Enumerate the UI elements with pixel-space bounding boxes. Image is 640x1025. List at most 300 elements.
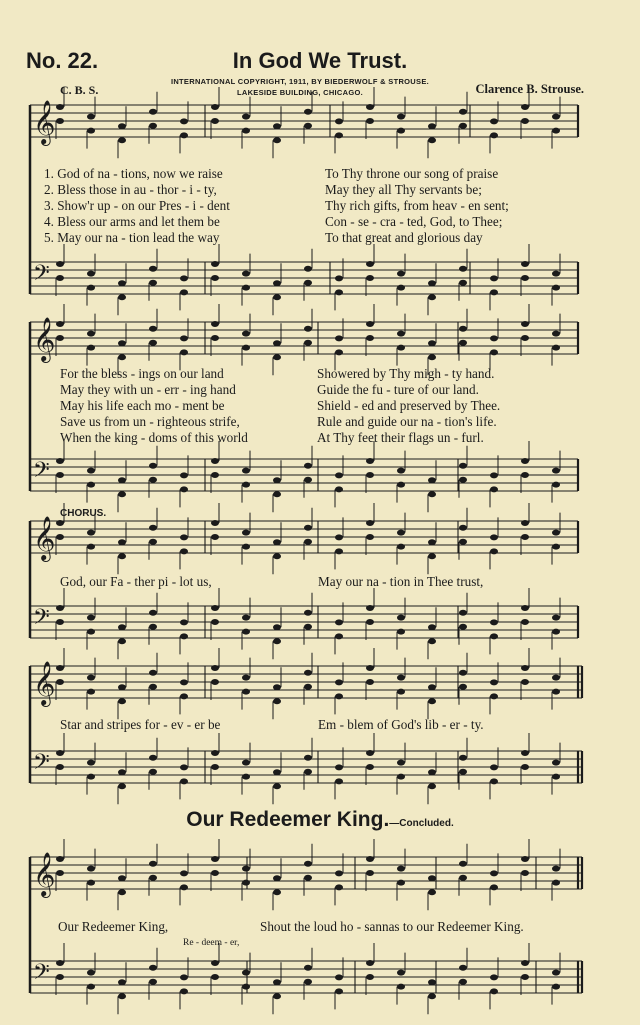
- note-head: [335, 548, 343, 554]
- note-head: [366, 665, 374, 671]
- note-head: [56, 856, 64, 862]
- note-head: [428, 477, 436, 483]
- note-head: [304, 326, 312, 332]
- note-head: [490, 275, 498, 281]
- note-head: [366, 321, 374, 327]
- verse-line: Save us from un - righteous strife,: [60, 414, 240, 429]
- note-head: [366, 275, 374, 281]
- note-head: [366, 458, 374, 464]
- note-head: [211, 960, 219, 966]
- note-head: [242, 128, 250, 134]
- note-head: [397, 530, 405, 536]
- note-head: [242, 331, 250, 337]
- second-hymn-lyric: Our Redeemer King,: [58, 919, 169, 934]
- note-head: [397, 760, 405, 766]
- note-head: [211, 605, 219, 611]
- note-head: [490, 486, 498, 492]
- note-head: [521, 974, 529, 980]
- note-head: [459, 326, 467, 332]
- verse-line: 2. Bless those in au - thor - i - ty,: [44, 182, 217, 197]
- note-head: [335, 335, 343, 341]
- note-head: [490, 118, 498, 124]
- note-head: [459, 109, 467, 115]
- note-head: [242, 530, 250, 536]
- note-head: [149, 525, 157, 531]
- bass-clef: 𝄢: [33, 960, 50, 990]
- note-head: [56, 605, 64, 611]
- note-head: [242, 285, 250, 291]
- note-head: [211, 534, 219, 540]
- note-head: [56, 472, 64, 478]
- note-head: [366, 520, 374, 526]
- note-head: [428, 539, 436, 545]
- note-head: [211, 335, 219, 341]
- note-head: [552, 866, 560, 872]
- note-head: [552, 880, 560, 886]
- note-head: [87, 984, 95, 990]
- note-head: [242, 345, 250, 351]
- note-head: [118, 354, 126, 360]
- verse-line: For the bless - ings on our land: [60, 366, 224, 381]
- note-head: [273, 889, 281, 895]
- hymn-number: No. 22.: [26, 48, 99, 73]
- note-head: [552, 629, 560, 635]
- note-head: [149, 670, 157, 676]
- verse-line: Rule and guide our na - tion's life.: [317, 414, 497, 429]
- note-head: [366, 960, 374, 966]
- chorus-label: CHORUS.: [60, 508, 107, 519]
- note-head: [118, 993, 126, 999]
- note-head: [521, 321, 529, 327]
- note-head: [459, 477, 467, 483]
- note-head: [428, 137, 436, 143]
- second-hymn-name: Our Redeemer King.: [186, 808, 390, 831]
- note-head: [304, 670, 312, 676]
- note-head: [397, 345, 405, 351]
- verse-line: Thy rich gifts, from heav - en sent;: [325, 198, 509, 213]
- note-head: [335, 679, 343, 685]
- verse-line: Con - se - cra - ted, God, to Thee;: [325, 214, 503, 229]
- note-head: [459, 875, 467, 881]
- note-head: [397, 482, 405, 488]
- note-head: [521, 261, 529, 267]
- note-head: [149, 326, 157, 332]
- note-head: [118, 684, 126, 690]
- note-head: [87, 880, 95, 886]
- note-head: [87, 114, 95, 120]
- note-head: [242, 544, 250, 550]
- note-head: [304, 755, 312, 761]
- note-head: [459, 280, 467, 286]
- note-head: [521, 870, 529, 876]
- note-head: [180, 693, 188, 699]
- note-head: [490, 974, 498, 980]
- note-head: [211, 520, 219, 526]
- second-hymn-lyric: Shout the loud ho - sannas to our Redeemer King.: [260, 919, 524, 934]
- verse-line: 1. God of na - tions, now we raise: [44, 166, 223, 181]
- note-head: [304, 769, 312, 775]
- note-head: [521, 665, 529, 671]
- note-head: [242, 482, 250, 488]
- note-head: [211, 275, 219, 281]
- note-head: [211, 458, 219, 464]
- note-head: [428, 123, 436, 129]
- second-hymn-subtitle: —Concluded.: [389, 818, 454, 829]
- note-head: [56, 870, 64, 876]
- note-head: [490, 764, 498, 770]
- note-head: [335, 486, 343, 492]
- verse-line: To that great and glorious day: [325, 230, 483, 245]
- note-head: [56, 665, 64, 671]
- note-head: [490, 335, 498, 341]
- verse-line: To Thy throne our song of praise: [325, 166, 499, 181]
- note-head: [304, 340, 312, 346]
- note-head: [211, 750, 219, 756]
- note-head: [552, 984, 560, 990]
- note-head: [242, 675, 250, 681]
- note-head: [273, 340, 281, 346]
- verse-line: May they with un - err - ing hand: [60, 382, 236, 397]
- note-head: [87, 675, 95, 681]
- note-head: [335, 619, 343, 625]
- note-head: [87, 629, 95, 635]
- note-head: [149, 266, 157, 272]
- note-head: [428, 354, 436, 360]
- note-head: [180, 335, 188, 341]
- note-head: [149, 684, 157, 690]
- verse-line: 3. Show'r up - on our Pres - i - dent: [44, 198, 230, 213]
- note-head: [366, 619, 374, 625]
- bass-clef: 𝄢: [33, 750, 50, 780]
- note-head: [521, 605, 529, 611]
- note-head: [304, 123, 312, 129]
- note-head: [552, 271, 560, 277]
- note-head: [242, 760, 250, 766]
- note-head: [552, 760, 560, 766]
- note-head: [118, 477, 126, 483]
- note-head: [366, 534, 374, 540]
- note-head: [397, 544, 405, 550]
- note-head: [87, 760, 95, 766]
- note-head: [366, 118, 374, 124]
- note-head: [211, 679, 219, 685]
- note-head: [242, 774, 250, 780]
- treble-clef: 𝄞: [33, 100, 56, 144]
- note-head: [180, 870, 188, 876]
- note-head: [211, 472, 219, 478]
- note-head: [397, 675, 405, 681]
- note-head: [490, 778, 498, 784]
- note-head: [428, 280, 436, 286]
- note-head: [87, 866, 95, 872]
- note-head: [335, 118, 343, 124]
- note-head: [211, 665, 219, 671]
- note-head: [87, 689, 95, 695]
- note-head: [118, 638, 126, 644]
- note-head: [56, 335, 64, 341]
- note-head: [180, 534, 188, 540]
- note-head: [459, 340, 467, 346]
- note-head: [87, 285, 95, 291]
- note-head: [87, 970, 95, 976]
- note-head: [366, 472, 374, 478]
- note-head: [273, 123, 281, 129]
- note-head: [87, 331, 95, 337]
- note-head: [335, 693, 343, 699]
- chorus-lyric: Star and stripes for - ev - er be: [60, 717, 221, 732]
- note-head: [490, 534, 498, 540]
- note-head: [459, 684, 467, 690]
- note-head: [56, 750, 64, 756]
- note-head: [552, 970, 560, 976]
- note-head: [335, 534, 343, 540]
- chorus-lyric: May our na - tion in Thee trust,: [318, 574, 484, 589]
- note-head: [459, 610, 467, 616]
- note-head: [521, 960, 529, 966]
- note-head: [149, 624, 157, 630]
- note-head: [521, 520, 529, 526]
- note-head: [397, 774, 405, 780]
- note-head: [335, 275, 343, 281]
- note-head: [180, 619, 188, 625]
- second-hymn-title: [0, 808, 640, 832]
- note-head: [180, 118, 188, 124]
- note-head: [552, 482, 560, 488]
- verse-line: May his life each mo - ment be: [60, 398, 225, 413]
- note-head: [304, 610, 312, 616]
- note-head: [87, 482, 95, 488]
- note-head: [366, 261, 374, 267]
- note-head: [304, 280, 312, 286]
- note-head: [521, 458, 529, 464]
- copyright-line: INTERNATIONAL COPYRIGHT, 1911, BY BIEDERWOLF & STROUSE.: [170, 77, 430, 86]
- note-head: [273, 684, 281, 690]
- note-head: [56, 275, 64, 281]
- verse-line: When the king - doms of this world: [60, 430, 248, 445]
- note-head: [118, 280, 126, 286]
- note-head: [242, 970, 250, 976]
- note-head: [335, 974, 343, 980]
- note-head: [459, 266, 467, 272]
- note-head: [118, 875, 126, 881]
- note-head: [273, 354, 281, 360]
- note-head: [180, 486, 188, 492]
- note-head: [459, 624, 467, 630]
- note-head: [552, 774, 560, 780]
- note-head: [521, 118, 529, 124]
- note-head: [552, 331, 560, 337]
- note-head: [118, 769, 126, 775]
- note-head: [149, 539, 157, 545]
- note-head: [149, 477, 157, 483]
- note-head: [397, 970, 405, 976]
- note-head: [366, 679, 374, 685]
- note-head: [490, 132, 498, 138]
- note-head: [428, 491, 436, 497]
- note-head: [242, 629, 250, 635]
- note-head: [87, 774, 95, 780]
- note-head: [366, 750, 374, 756]
- note-head: [118, 979, 126, 985]
- note-head: [56, 321, 64, 327]
- note-head: [521, 472, 529, 478]
- note-head: [242, 880, 250, 886]
- note-head: [180, 548, 188, 554]
- note-head: [459, 965, 467, 971]
- note-head: [459, 123, 467, 129]
- note-head: [397, 615, 405, 621]
- note-head: [459, 539, 467, 545]
- lyricist: C. B. S.: [60, 83, 99, 97]
- note-head: [273, 769, 281, 775]
- note-head: [118, 491, 126, 497]
- note-head: [490, 679, 498, 685]
- note-head: [552, 675, 560, 681]
- note-head: [428, 638, 436, 644]
- note-head: [397, 271, 405, 277]
- note-head: [56, 764, 64, 770]
- note-head: [552, 689, 560, 695]
- note-head: [335, 349, 343, 355]
- note-head: [335, 472, 343, 478]
- note-head: [335, 132, 343, 138]
- note-head: [273, 624, 281, 630]
- note-head: [118, 539, 126, 545]
- note-head: [521, 275, 529, 281]
- note-head: [149, 109, 157, 115]
- bass-clef: 𝄢: [33, 261, 50, 291]
- note-head: [304, 525, 312, 531]
- note-head: [180, 132, 188, 138]
- note-head: [118, 137, 126, 143]
- verse-line: 5. May our na - tion lead the way: [44, 230, 220, 245]
- note-head: [56, 118, 64, 124]
- note-head: [490, 693, 498, 699]
- verse-line: At Thy feet their flags un - furl.: [317, 430, 484, 445]
- note-head: [56, 974, 64, 980]
- note-head: [242, 689, 250, 695]
- note-head: [304, 875, 312, 881]
- note-head: [149, 979, 157, 985]
- note-head: [118, 698, 126, 704]
- note-head: [397, 285, 405, 291]
- note-head: [552, 128, 560, 134]
- note-head: [211, 974, 219, 980]
- note-head: [273, 553, 281, 559]
- note-head: [304, 861, 312, 867]
- note-head: [366, 605, 374, 611]
- note-head: [118, 624, 126, 630]
- note-head: [428, 684, 436, 690]
- bass-clef: 𝄢: [33, 458, 50, 488]
- note-head: [273, 539, 281, 545]
- note-head: [552, 544, 560, 550]
- verse-line: Guide the fu - ture of our land.: [317, 382, 479, 397]
- note-head: [87, 615, 95, 621]
- note-head: [428, 875, 436, 881]
- note-head: [211, 764, 219, 770]
- note-head: [273, 280, 281, 286]
- note-head: [149, 610, 157, 616]
- note-head: [552, 285, 560, 291]
- note-head: [149, 755, 157, 761]
- note-head: [521, 104, 529, 110]
- note-head: [180, 884, 188, 890]
- note-head: [335, 633, 343, 639]
- note-head: [273, 137, 281, 143]
- note-head: [118, 553, 126, 559]
- note-head: [273, 993, 281, 999]
- note-head: [87, 128, 95, 134]
- note-head: [304, 266, 312, 272]
- note-head: [149, 123, 157, 129]
- note-head: [56, 960, 64, 966]
- note-head: [428, 783, 436, 789]
- note-head: [397, 629, 405, 635]
- note-head: [490, 548, 498, 554]
- note-head: [149, 340, 157, 346]
- note-head: [211, 321, 219, 327]
- note-head: [428, 698, 436, 704]
- note-head: [180, 679, 188, 685]
- note-head: [459, 525, 467, 531]
- note-head: [304, 463, 312, 469]
- note-head: [304, 965, 312, 971]
- note-head: [552, 615, 560, 621]
- hymn-title: In God We Trust.: [232, 48, 408, 73]
- chorus-lyric: God, our Fa - ther pi - lot us,: [60, 574, 212, 589]
- note-head: [428, 553, 436, 559]
- second-hymn-lyric-alt: Re - deem - er,: [183, 938, 240, 948]
- note-head: [366, 870, 374, 876]
- note-head: [490, 472, 498, 478]
- note-head: [397, 331, 405, 337]
- note-head: [211, 619, 219, 625]
- note-head: [87, 544, 95, 550]
- note-head: [273, 698, 281, 704]
- note-head: [87, 345, 95, 351]
- note-head: [335, 870, 343, 876]
- note-head: [56, 104, 64, 110]
- note-head: [180, 349, 188, 355]
- note-head: [428, 340, 436, 346]
- note-head: [521, 335, 529, 341]
- note-head: [397, 880, 405, 886]
- note-head: [56, 261, 64, 267]
- note-head: [397, 984, 405, 990]
- note-head: [118, 783, 126, 789]
- note-head: [180, 633, 188, 639]
- note-head: [521, 619, 529, 625]
- note-head: [459, 463, 467, 469]
- note-head: [56, 458, 64, 464]
- note-head: [490, 988, 498, 994]
- note-head: [490, 619, 498, 625]
- note-head: [521, 679, 529, 685]
- note-head: [118, 294, 126, 300]
- note-head: [459, 755, 467, 761]
- note-head: [180, 472, 188, 478]
- note-head: [428, 979, 436, 985]
- copyright-line: LAKESIDE BUILDING, CHICAGO.: [236, 88, 364, 97]
- note-head: [211, 856, 219, 862]
- note-head: [211, 261, 219, 267]
- note-head: [304, 624, 312, 630]
- note-head: [304, 477, 312, 483]
- note-head: [180, 988, 188, 994]
- note-head: [242, 984, 250, 990]
- note-head: [211, 118, 219, 124]
